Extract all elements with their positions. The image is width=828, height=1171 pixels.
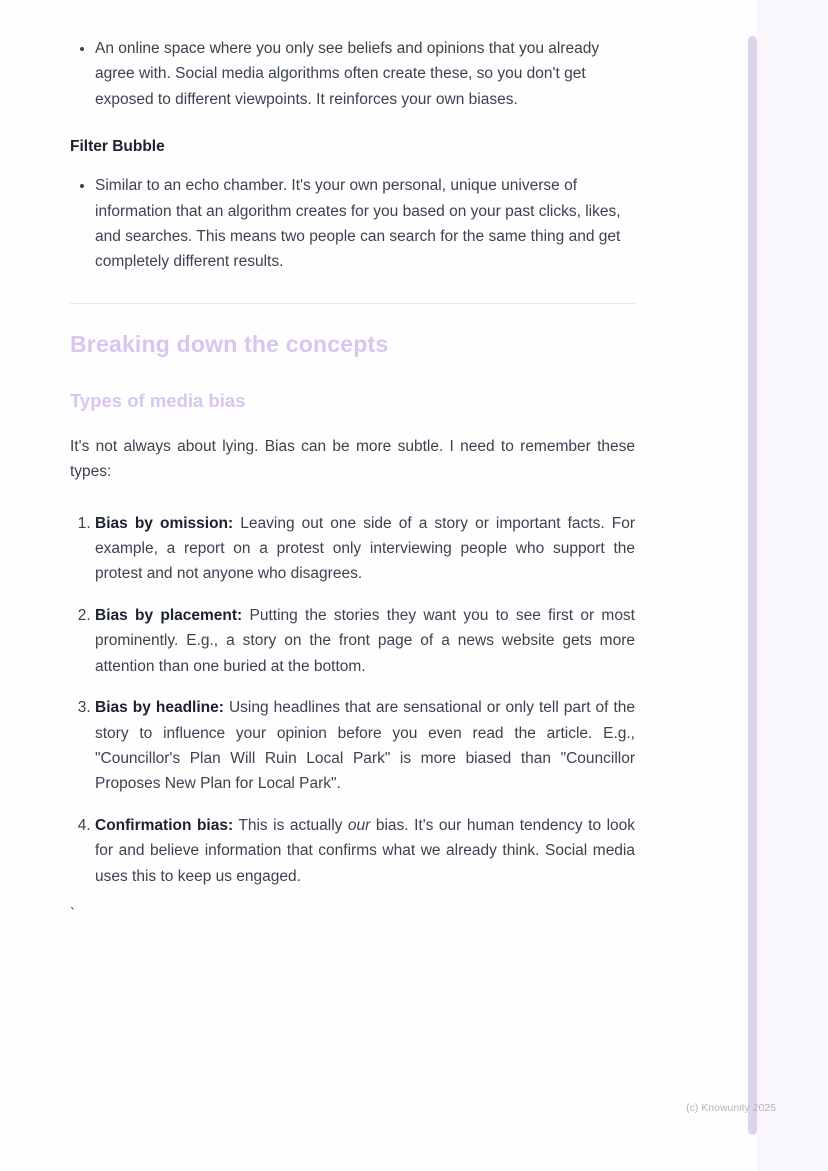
bias-type-text: bias. It's our human tendency to look for and believe information that confirms what we already think. Social media uses this to keep us engaged. xyxy=(95,816,636,885)
heading-filter-bubble: Filter Bubble xyxy=(70,138,165,156)
right-margin-panel xyxy=(757,0,828,1171)
bias-type-text-italic: our xyxy=(347,816,371,834)
bias-type-item xyxy=(95,511,635,587)
scrollbar-track[interactable] xyxy=(748,36,757,1135)
subsection-title: Types of media bias xyxy=(70,389,246,411)
intro-paragraph: It's not always about lying. Bias can be more subtle. I need to remember these types: xyxy=(70,437,635,481)
bias-type-text: Putting the stories they want you to see first or most prominently. E.g., a story on the front page of a news website gets more attention than one buried at the bottom. xyxy=(95,606,635,675)
bias-type-label: Bias by placement: xyxy=(95,606,243,624)
bias-types-list xyxy=(70,511,635,889)
echo-chamber-bullet: • An online space where you only see beliefs and opinions that you already agree with. Social media algorithms often create these, so you don't get exposed to different viewpoints. It reinforces your own biases. xyxy=(95,36,635,112)
document-content xyxy=(70,36,635,922)
section-divider xyxy=(70,303,635,304)
section-title: Breaking down the concepts xyxy=(70,330,389,357)
bias-type-text: Leaving out one side of a story or important facts. For example, a report on a protest only interviewing people who support the protest and not anyone who disagrees. xyxy=(95,514,635,583)
bias-type-label: Bias by headline: xyxy=(95,699,224,717)
stray-backtick: ` xyxy=(70,904,75,922)
bias-type-text: This is actually xyxy=(238,816,348,834)
filter-bubble-bullet-list xyxy=(70,173,635,275)
bias-type-item xyxy=(95,603,635,679)
bias-type-item xyxy=(95,695,635,797)
bias-type-text: Using headlines that are sensational or only tell part of the story to influence your opinion before you even read the article. E.g., "Councillor's Plan Will Ruin Local Park" is more biased than "Councillor Proposes New Plan for Local Park". xyxy=(95,699,636,793)
filter-bubble-bullet: • Similar to an echo chamber. It's your own personal, unique universe of information that an algorithm creates for you based on your past clicks, likes, and searches. This means two people can search for the same thing and get completely different results. xyxy=(95,173,635,275)
bias-type-label: Confirmation bias: xyxy=(95,816,234,834)
echo-chamber-bullet-list xyxy=(70,36,635,112)
bias-type-label: Bias by omission: xyxy=(95,514,234,532)
bias-type-item xyxy=(95,813,635,889)
footer-copyright: (c) Knowunity 2025 xyxy=(686,1102,776,1114)
